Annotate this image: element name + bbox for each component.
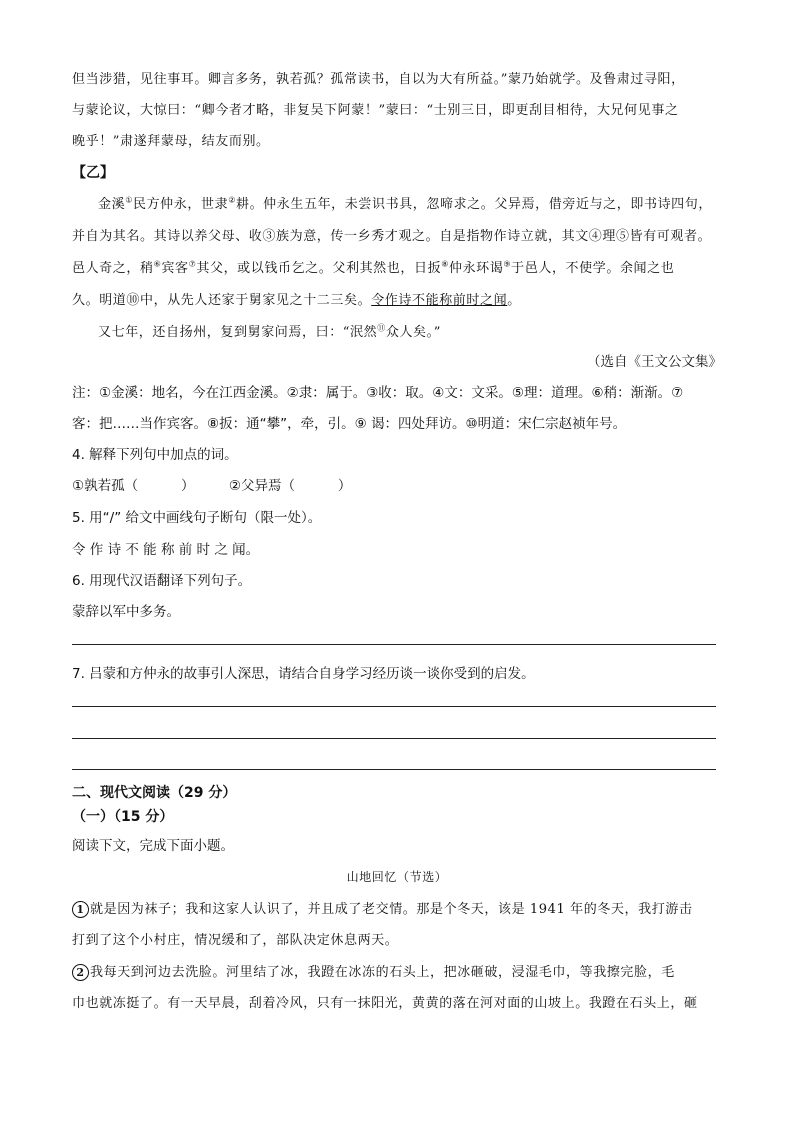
question-7: 7. 吕蒙和方仲永的故事引人深思，请结合自身学习经历谈一谈你受到的启发。 — [72, 666, 535, 682]
passage-source: （选自《王文公文集》 — [587, 354, 722, 370]
passage-a-line-3: 晚乎！”肃遂拜蒙母，结友而别。 — [72, 134, 270, 149]
question-6-sentence: 蒙辞以军中多务。 — [72, 604, 180, 620]
section-subtitle: （一）（15 分） — [72, 809, 174, 825]
footnote-mark: ⑧ — [441, 259, 449, 269]
answer-line[interactable] — [72, 769, 716, 770]
text-span: 于邑人，不使学。余闻之也 — [511, 261, 675, 276]
footnote-mark: ⑪ — [377, 323, 386, 333]
text-span: 金溪 — [98, 197, 126, 212]
text-span: 其父，或以钱币乞之。父利其然也，日扳 — [196, 261, 442, 276]
text-span: 邑人奇之，稍 — [72, 261, 154, 276]
question-6: 6. 用现代汉语翻译下列句子。 — [72, 573, 252, 589]
passage-b-line-4 — [72, 289, 722, 308]
answer-line[interactable] — [72, 706, 716, 707]
notes-line-1: 注：①金溪：地名，今在江西金溪。②隶：属于。③收：取。④文：文采。⑤理：道理。⑥稍：渐渐。⑦ — [72, 385, 684, 401]
article-p2-line-2: 巾也就冻挺了。有一天早晨，刮着冷风，只有一抹阳光，黄黄的落在河对面的山坡上。我蹬在石头上，砸 — [72, 996, 698, 1011]
section-title: 二、现代文阅读（29 分） — [72, 785, 237, 801]
article-p1-line-2: 打到了这个小村庄，情况缓和了，部队决定休息两天。 — [72, 933, 399, 948]
paragraph-number: 2 — [72, 964, 89, 981]
footnote-mark: ⑨ — [503, 259, 512, 269]
text-span: 众人矣。” — [385, 325, 442, 340]
article-title: 山地回忆（节选） — [346, 870, 448, 884]
passage-a-line-1: 但当涉猎，见往事耳。卿言多务，孰若孤？孤常读书，自以为大有所益。”蒙乃始就学。及鲁肃过寻阳， — [72, 72, 685, 87]
passage-b-line-2: 并自为其名。其诗以养父母、收③族为意，传一乡秀才观之。自是指物作诗立就，其文④理⑤皆有可观者。 — [72, 229, 712, 244]
passage-b-line-3 — [72, 257, 722, 276]
text-span: 。 — [507, 293, 521, 308]
passage-b-line-5 — [98, 321, 722, 340]
footnote-mark: ⑦ — [188, 259, 197, 269]
question-5-sentence: 令 作 诗 不 能 称 前 时 之 闻。 — [72, 542, 260, 558]
article-p2-line-1 — [72, 961, 722, 981]
text-span: 民方仲永，世隶 — [132, 197, 229, 212]
text-span: 又七年，还自扬州，复到舅家问焉，曰：“泯然 — [98, 325, 378, 340]
article-p1-line-1 — [72, 898, 722, 918]
footnote-mark: ① — [125, 195, 133, 205]
text-span: 仲永环谒 — [448, 261, 504, 276]
notes-line-2: 客：把……当作宾客。⑧扳：通“攀”，牵，引。⑨ 谒：四处拜访。⑩明道：宋仁宗赵祯年号。 — [72, 416, 627, 432]
question-5: 5. 用“/” 给文中画线句子断句（限一处）。 — [72, 510, 322, 526]
answer-line[interactable] — [72, 644, 716, 645]
question-4: 4. 解释下列句中加点的词。 — [72, 447, 238, 463]
text-span: 耕。仲永生五年，未尝识书具，忽啼求之。父异焉，借旁近与之，即书诗四句， — [235, 197, 712, 212]
underlined-sentence: 令作诗不能称前时之闻 — [371, 293, 508, 308]
passage-b-line-1 — [98, 193, 722, 212]
answer-line[interactable] — [72, 738, 716, 739]
text-span: 久。明道⑩中，从先人还家于舅家见之十二三矣。 — [72, 293, 372, 308]
text-span: 宾客 — [161, 261, 189, 276]
passage-a-line-2: 与蒙论议，大惊曰：“卿今者才略，非复吴下阿蒙！”蒙曰：“士别三日，即更刮目相待，大兄何见事之 — [72, 103, 679, 118]
reading-instruction: 阅读下文，完成下面小题。 — [72, 838, 234, 854]
footnote-mark: ② — [228, 195, 236, 205]
passage-b-heading: 【乙】 — [72, 165, 114, 181]
text-span: 就是因为袜子；我和这家人认识了，并且成了老交情。那是个冬天，该是 1941 年的冬天，我打游击 — [90, 902, 693, 917]
paragraph-number: 1 — [72, 901, 89, 918]
footnote-mark: ⑥ — [153, 259, 162, 269]
text-span: 我每天到河边去洗脸。河里结了冰，我蹬在冰冻的石头上，把冰砸破，浸湿毛巾，等我擦完脸，毛 — [90, 965, 675, 980]
question-4-items: ①孰若孤（ ） ②父异焉（ ） — [72, 478, 352, 494]
